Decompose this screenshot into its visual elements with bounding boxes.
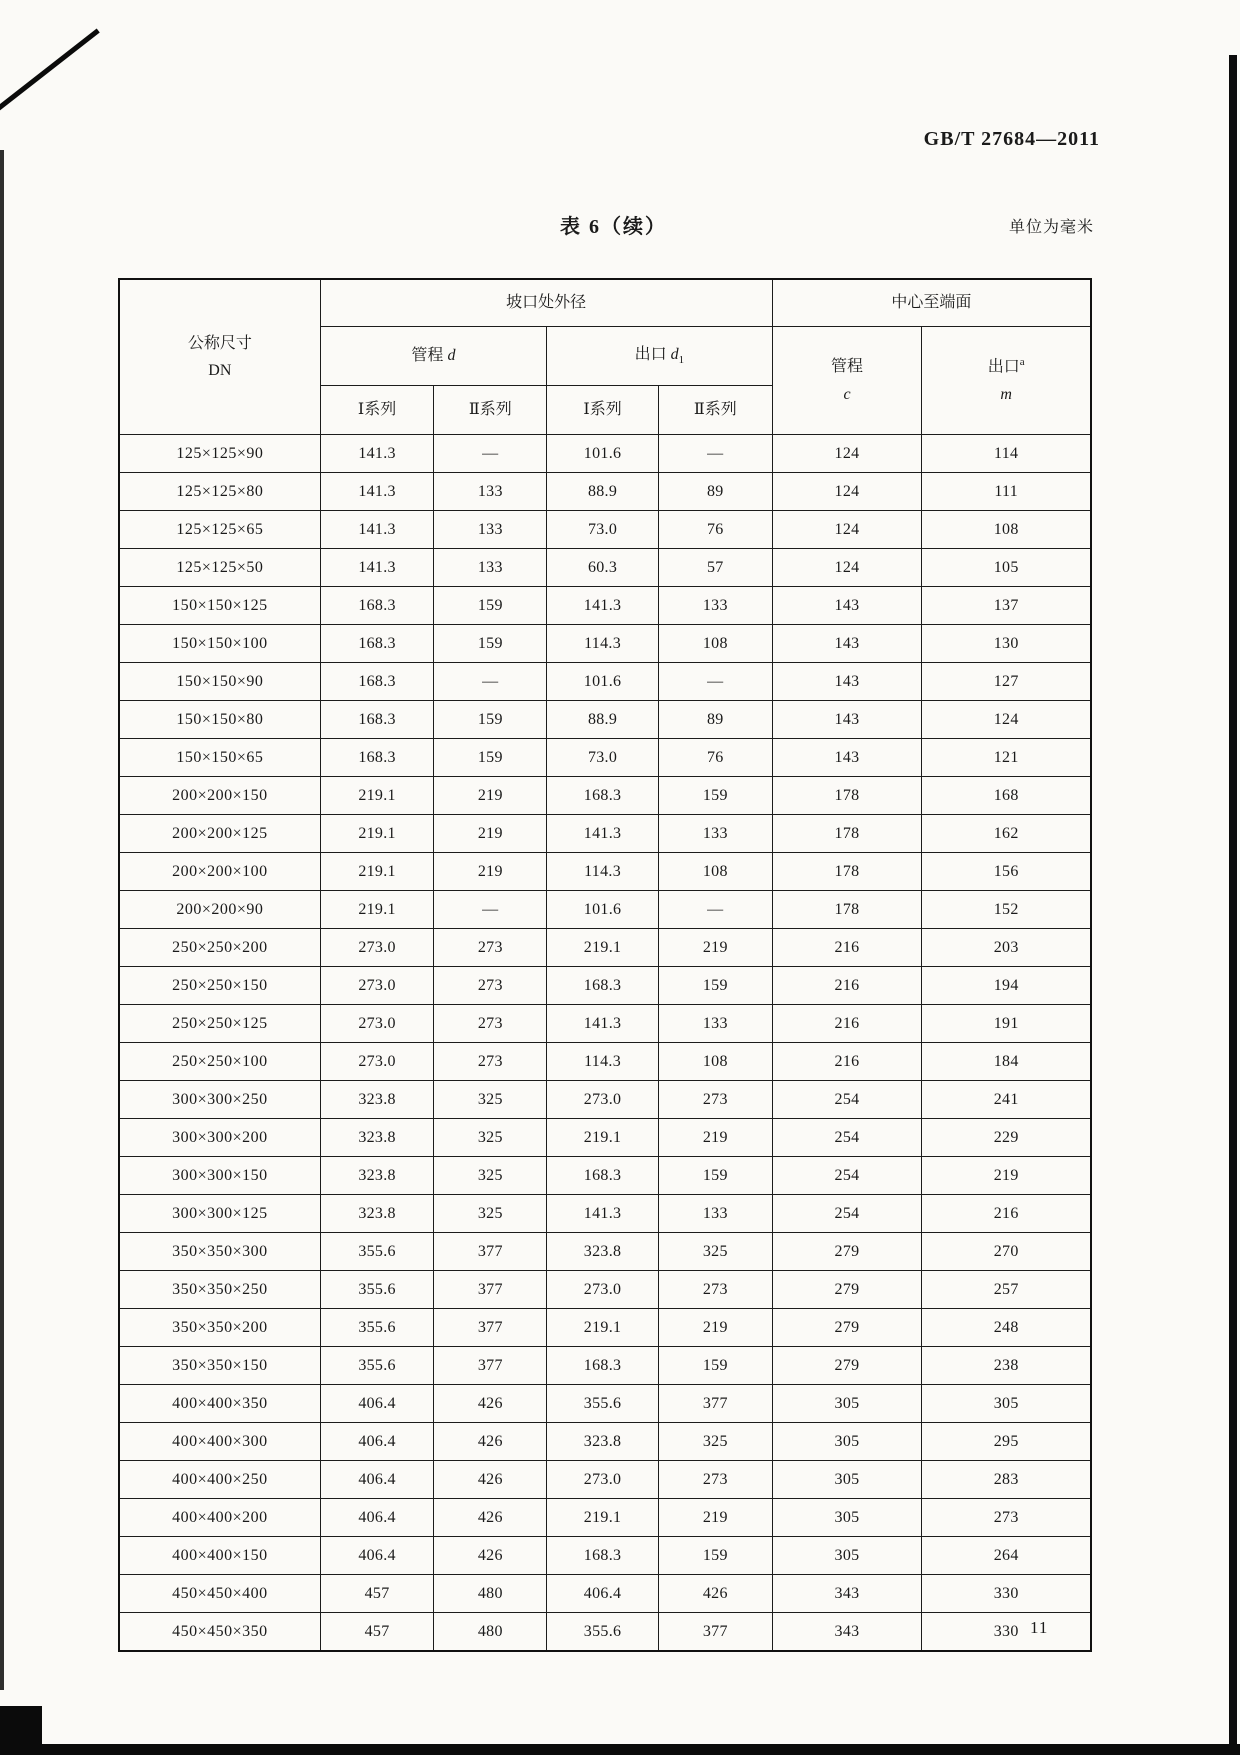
value-cell: 178 bbox=[772, 815, 922, 853]
value-cell: 159 bbox=[434, 739, 547, 777]
value-cell: 159 bbox=[658, 1347, 772, 1385]
value-cell: 105 bbox=[922, 549, 1091, 587]
value-cell: 219.1 bbox=[547, 1499, 659, 1537]
value-cell: 137 bbox=[922, 587, 1091, 625]
value-cell: 248 bbox=[922, 1309, 1091, 1347]
value-cell: 273 bbox=[658, 1461, 772, 1499]
dn-cell: 150×150×80 bbox=[119, 701, 320, 739]
table-row bbox=[119, 1537, 1091, 1575]
value-cell: 406.4 bbox=[320, 1499, 434, 1537]
table-row bbox=[119, 1499, 1091, 1537]
value-cell: 254 bbox=[772, 1119, 922, 1157]
table-row bbox=[119, 815, 1091, 853]
value-cell: 377 bbox=[434, 1347, 547, 1385]
value-cell: 305 bbox=[772, 1499, 922, 1537]
value-cell: 89 bbox=[658, 473, 772, 511]
dn-cell: 150×150×125 bbox=[119, 587, 320, 625]
value-cell: 219.1 bbox=[320, 891, 434, 929]
table-row bbox=[119, 587, 1091, 625]
dn-cell: 400×400×200 bbox=[119, 1499, 320, 1537]
value-cell: 76 bbox=[658, 739, 772, 777]
value-cell: 219.1 bbox=[547, 1119, 659, 1157]
value-cell: 330 bbox=[922, 1575, 1091, 1613]
value-cell: 273.0 bbox=[547, 1461, 659, 1499]
value-cell: 108 bbox=[922, 511, 1091, 549]
table-row bbox=[119, 1233, 1091, 1271]
value-cell: 273.0 bbox=[320, 967, 434, 1005]
dn-cell: 150×150×90 bbox=[119, 663, 320, 701]
table-row bbox=[119, 549, 1091, 587]
dn-cell: 125×125×80 bbox=[119, 473, 320, 511]
value-cell: 114 bbox=[922, 435, 1091, 473]
value-cell: 133 bbox=[434, 511, 547, 549]
dn-cell: 125×125×65 bbox=[119, 511, 320, 549]
value-cell: 143 bbox=[772, 739, 922, 777]
header-outlet-d1: 出口 $d_1$ bbox=[547, 327, 772, 386]
value-cell: 241 bbox=[922, 1081, 1091, 1119]
dn-cell: 300×300×200 bbox=[119, 1119, 320, 1157]
value-cell: 133 bbox=[434, 473, 547, 511]
dn-cell: 300×300×250 bbox=[119, 1081, 320, 1119]
table-row bbox=[119, 625, 1091, 663]
value-cell: 133 bbox=[658, 815, 772, 853]
table-row bbox=[119, 967, 1091, 1005]
value-cell: 273 bbox=[434, 1043, 547, 1081]
scan-artifact-left-edge bbox=[0, 150, 4, 1690]
value-cell: 219 bbox=[658, 1499, 772, 1537]
value-cell: 273.0 bbox=[547, 1271, 659, 1309]
value-cell: 219.1 bbox=[320, 853, 434, 891]
value-cell: 325 bbox=[434, 1195, 547, 1233]
value-cell: 73.0 bbox=[547, 511, 659, 549]
value-cell: 457 bbox=[320, 1575, 434, 1613]
table-row bbox=[119, 1461, 1091, 1499]
value-cell: 406.4 bbox=[320, 1423, 434, 1461]
value-cell: 88.9 bbox=[547, 473, 659, 511]
value-cell: 159 bbox=[658, 1537, 772, 1575]
value-cell: — bbox=[658, 435, 772, 473]
header-run-c: 管程 c bbox=[772, 327, 922, 435]
value-cell: 159 bbox=[658, 777, 772, 815]
dn-cell: 250×250×125 bbox=[119, 1005, 320, 1043]
dn-cell: 125×125×90 bbox=[119, 435, 320, 473]
value-cell: 159 bbox=[434, 587, 547, 625]
value-cell: 343 bbox=[772, 1613, 922, 1652]
value-cell: 426 bbox=[434, 1461, 547, 1499]
value-cell: 133 bbox=[434, 549, 547, 587]
value-cell: 323.8 bbox=[547, 1233, 659, 1271]
value-cell: 178 bbox=[772, 777, 922, 815]
value-cell: 101.6 bbox=[547, 891, 659, 929]
table-header bbox=[119, 279, 1091, 435]
value-cell: 159 bbox=[434, 625, 547, 663]
value-cell: — bbox=[658, 891, 772, 929]
value-cell: 323.8 bbox=[320, 1081, 434, 1119]
value-cell: 325 bbox=[434, 1081, 547, 1119]
dn-cell: 250×250×200 bbox=[119, 929, 320, 967]
value-cell: 426 bbox=[434, 1537, 547, 1575]
header-series-2-outlet: Ⅱ系列 bbox=[658, 386, 772, 435]
value-cell: 168.3 bbox=[547, 777, 659, 815]
dn-cell: 200×200×150 bbox=[119, 777, 320, 815]
table-row bbox=[119, 1195, 1091, 1233]
value-cell: 377 bbox=[434, 1309, 547, 1347]
header-run-d: 管程 d bbox=[320, 327, 546, 386]
value-cell: 168.3 bbox=[320, 587, 434, 625]
value-cell: 114.3 bbox=[547, 853, 659, 891]
value-cell: 355.6 bbox=[320, 1309, 434, 1347]
value-cell: 203 bbox=[922, 929, 1091, 967]
value-cell: 168.3 bbox=[320, 701, 434, 739]
dn-cell: 300×300×125 bbox=[119, 1195, 320, 1233]
value-cell: 124 bbox=[772, 435, 922, 473]
value-cell: 216 bbox=[772, 1005, 922, 1043]
value-cell: 273.0 bbox=[547, 1081, 659, 1119]
dn-cell: 450×450×350 bbox=[119, 1613, 320, 1652]
value-cell: 121 bbox=[922, 739, 1091, 777]
header-series-1-run: Ⅰ系列 bbox=[320, 386, 434, 435]
value-cell: 108 bbox=[658, 1043, 772, 1081]
value-cell: 305 bbox=[922, 1385, 1091, 1423]
value-cell: 89 bbox=[658, 701, 772, 739]
value-cell: 279 bbox=[772, 1309, 922, 1347]
value-cell: — bbox=[434, 435, 547, 473]
scan-artifact-top-left-streak bbox=[0, 29, 100, 113]
value-cell: 178 bbox=[772, 891, 922, 929]
value-cell: 273 bbox=[434, 1005, 547, 1043]
table-row bbox=[119, 777, 1091, 815]
value-cell: 143 bbox=[772, 625, 922, 663]
value-cell: 216 bbox=[772, 929, 922, 967]
value-cell: 325 bbox=[658, 1423, 772, 1461]
value-cell: 168.3 bbox=[547, 1347, 659, 1385]
value-cell: 305 bbox=[772, 1385, 922, 1423]
value-cell: 480 bbox=[434, 1575, 547, 1613]
dn-cell: 400×400×350 bbox=[119, 1385, 320, 1423]
dn-cell: 150×150×100 bbox=[119, 625, 320, 663]
value-cell: 178 bbox=[772, 853, 922, 891]
value-cell: 457 bbox=[320, 1613, 434, 1652]
value-cell: 273 bbox=[658, 1271, 772, 1309]
value-cell: 273 bbox=[922, 1499, 1091, 1537]
value-cell: 124 bbox=[772, 473, 922, 511]
value-cell: 162 bbox=[922, 815, 1091, 853]
value-cell: 406.4 bbox=[547, 1575, 659, 1613]
dn-cell: 400×400×150 bbox=[119, 1537, 320, 1575]
table-row bbox=[119, 891, 1091, 929]
scan-artifact-bottom-edge bbox=[0, 1744, 1240, 1755]
value-cell: 141.3 bbox=[547, 587, 659, 625]
value-cell: 219 bbox=[658, 929, 772, 967]
table-row bbox=[119, 1575, 1091, 1613]
value-cell: 111 bbox=[922, 473, 1091, 511]
value-cell: 355.6 bbox=[547, 1385, 659, 1423]
value-cell: 325 bbox=[434, 1119, 547, 1157]
table-row bbox=[119, 1309, 1091, 1347]
value-cell: 141.3 bbox=[547, 1195, 659, 1233]
table-title: 表 6（续） bbox=[560, 216, 667, 238]
value-cell: 325 bbox=[434, 1157, 547, 1195]
value-cell: 377 bbox=[658, 1613, 772, 1652]
header-series-1-outlet: Ⅰ系列 bbox=[547, 386, 659, 435]
value-cell: 219.1 bbox=[320, 815, 434, 853]
value-cell: 168.3 bbox=[547, 1537, 659, 1575]
value-cell: 76 bbox=[658, 511, 772, 549]
value-cell: 143 bbox=[772, 587, 922, 625]
header-nominal-size-symbol: DN bbox=[208, 362, 232, 379]
value-cell: 238 bbox=[922, 1347, 1091, 1385]
value-cell: 480 bbox=[434, 1613, 547, 1652]
value-cell: 323.8 bbox=[547, 1423, 659, 1461]
value-cell: 426 bbox=[434, 1499, 547, 1537]
value-cell: 305 bbox=[772, 1423, 922, 1461]
table-row bbox=[119, 1119, 1091, 1157]
dn-cell: 350×350×250 bbox=[119, 1271, 320, 1309]
standard-number: GB/T 27684—2011 bbox=[923, 128, 1100, 150]
value-cell: 130 bbox=[922, 625, 1091, 663]
value-cell: 273.0 bbox=[320, 1043, 434, 1081]
value-cell: 219 bbox=[434, 777, 547, 815]
table-row bbox=[119, 473, 1091, 511]
value-cell: 406.4 bbox=[320, 1461, 434, 1499]
dn-cell: 300×300×150 bbox=[119, 1157, 320, 1195]
value-cell: 279 bbox=[772, 1271, 922, 1309]
value-cell: 279 bbox=[772, 1233, 922, 1271]
value-cell: 133 bbox=[658, 1005, 772, 1043]
value-cell: 377 bbox=[658, 1385, 772, 1423]
scan-artifact-right-edge bbox=[1229, 55, 1237, 1755]
value-cell: 330 bbox=[922, 1613, 1091, 1652]
value-cell: 133 bbox=[658, 587, 772, 625]
unit-note: 单位为毫米 bbox=[1008, 219, 1094, 236]
value-cell: 406.4 bbox=[320, 1385, 434, 1423]
value-cell: — bbox=[434, 891, 547, 929]
header-series-2-run: Ⅱ系列 bbox=[434, 386, 547, 435]
value-cell: 124 bbox=[922, 701, 1091, 739]
header-bevel-od-group: 坡口处外径 bbox=[320, 279, 772, 327]
dn-cell: 400×400×300 bbox=[119, 1423, 320, 1461]
table-row bbox=[119, 853, 1091, 891]
value-cell: 168.3 bbox=[320, 739, 434, 777]
value-cell: 355.6 bbox=[547, 1613, 659, 1652]
value-cell: 168.3 bbox=[547, 967, 659, 1005]
page-number: 11 bbox=[1030, 1618, 1049, 1637]
value-cell: 141.3 bbox=[320, 435, 434, 473]
value-cell: 426 bbox=[434, 1423, 547, 1461]
value-cell: 426 bbox=[658, 1575, 772, 1613]
table-row bbox=[119, 1081, 1091, 1119]
dn-cell: 450×450×400 bbox=[119, 1575, 320, 1613]
value-cell: 127 bbox=[922, 663, 1091, 701]
value-cell: 143 bbox=[772, 701, 922, 739]
value-cell: 168.3 bbox=[547, 1157, 659, 1195]
value-cell: 152 bbox=[922, 891, 1091, 929]
value-cell: 229 bbox=[922, 1119, 1091, 1157]
value-cell: 219 bbox=[658, 1309, 772, 1347]
table-row bbox=[119, 1613, 1091, 1652]
dn-cell: 350×350×300 bbox=[119, 1233, 320, 1271]
value-cell: 270 bbox=[922, 1233, 1091, 1271]
value-cell: 216 bbox=[772, 1043, 922, 1081]
table-row bbox=[119, 511, 1091, 549]
dn-cell: 150×150×65 bbox=[119, 739, 320, 777]
value-cell: 279 bbox=[772, 1347, 922, 1385]
value-cell: 273 bbox=[434, 967, 547, 1005]
value-cell: 377 bbox=[434, 1271, 547, 1309]
value-cell: 264 bbox=[922, 1537, 1091, 1575]
value-cell: 168.3 bbox=[320, 663, 434, 701]
value-cell: 323.8 bbox=[320, 1157, 434, 1195]
value-cell: 377 bbox=[434, 1233, 547, 1271]
dimension-table bbox=[118, 278, 1092, 1652]
value-cell: 101.6 bbox=[547, 435, 659, 473]
table-row bbox=[119, 663, 1091, 701]
table-row bbox=[119, 1347, 1091, 1385]
table-row bbox=[119, 1043, 1091, 1081]
header-nominal-size-label: 公称尺寸 bbox=[187, 334, 252, 352]
value-cell: 101.6 bbox=[547, 663, 659, 701]
value-cell: 273.0 bbox=[320, 1005, 434, 1043]
value-cell: 73.0 bbox=[547, 739, 659, 777]
scan-artifact-bottom-left-corner bbox=[0, 1706, 42, 1755]
value-cell: 219.1 bbox=[547, 929, 659, 967]
dn-cell: 400×400×250 bbox=[119, 1461, 320, 1499]
header-center-to-face-group: 中心至端面 bbox=[772, 279, 1091, 327]
value-cell: 219 bbox=[434, 815, 547, 853]
dn-cell: 200×200×125 bbox=[119, 815, 320, 853]
value-cell: 305 bbox=[772, 1461, 922, 1499]
value-cell: 141.3 bbox=[320, 549, 434, 587]
table-row bbox=[119, 435, 1091, 473]
value-cell: 219 bbox=[922, 1157, 1091, 1195]
value-cell: 325 bbox=[658, 1233, 772, 1271]
value-cell: 323.8 bbox=[320, 1119, 434, 1157]
value-cell: 254 bbox=[772, 1157, 922, 1195]
value-cell: 219 bbox=[434, 853, 547, 891]
value-cell: 133 bbox=[658, 1195, 772, 1233]
value-cell: 216 bbox=[772, 967, 922, 1005]
value-cell: 156 bbox=[922, 853, 1091, 891]
value-cell: 159 bbox=[658, 967, 772, 1005]
table-row bbox=[119, 1271, 1091, 1309]
dn-cell: 350×350×200 bbox=[119, 1309, 320, 1347]
value-cell: 168.3 bbox=[320, 625, 434, 663]
value-cell: 184 bbox=[922, 1043, 1091, 1081]
value-cell: 60.3 bbox=[547, 549, 659, 587]
value-cell: 159 bbox=[434, 701, 547, 739]
value-cell: 219.1 bbox=[320, 777, 434, 815]
dn-cell: 350×350×150 bbox=[119, 1347, 320, 1385]
value-cell: 254 bbox=[772, 1195, 922, 1233]
value-cell: 57 bbox=[658, 549, 772, 587]
table-row bbox=[119, 929, 1091, 967]
dn-cell: 200×200×100 bbox=[119, 853, 320, 891]
value-cell: 216 bbox=[922, 1195, 1091, 1233]
dn-cell: 250×250×100 bbox=[119, 1043, 320, 1081]
value-cell: 355.6 bbox=[320, 1271, 434, 1309]
value-cell: 108 bbox=[658, 853, 772, 891]
value-cell: 108 bbox=[658, 625, 772, 663]
value-cell: 124 bbox=[772, 511, 922, 549]
table-row bbox=[119, 739, 1091, 777]
header-row-groups bbox=[119, 279, 1091, 327]
value-cell: 283 bbox=[922, 1461, 1091, 1499]
value-cell: 273 bbox=[434, 929, 547, 967]
value-cell: 273 bbox=[658, 1081, 772, 1119]
value-cell: 323.8 bbox=[320, 1195, 434, 1233]
table-row bbox=[119, 1005, 1091, 1043]
table-row bbox=[119, 1385, 1091, 1423]
value-cell: 406.4 bbox=[320, 1537, 434, 1575]
value-cell: 273.0 bbox=[320, 929, 434, 967]
value-cell: 343 bbox=[772, 1575, 922, 1613]
value-cell: 219 bbox=[658, 1119, 772, 1157]
table-row bbox=[119, 1157, 1091, 1195]
value-cell: 124 bbox=[772, 549, 922, 587]
value-cell: 141.3 bbox=[320, 473, 434, 511]
value-cell: — bbox=[658, 663, 772, 701]
value-cell: 254 bbox=[772, 1081, 922, 1119]
header-outlet-m: 出口$^a$ m bbox=[922, 327, 1091, 435]
value-cell: 426 bbox=[434, 1385, 547, 1423]
table-row bbox=[119, 1423, 1091, 1461]
value-cell: 355.6 bbox=[320, 1233, 434, 1271]
value-cell: 88.9 bbox=[547, 701, 659, 739]
table-row bbox=[119, 701, 1091, 739]
value-cell: 141.3 bbox=[547, 1005, 659, 1043]
value-cell: 194 bbox=[922, 967, 1091, 1005]
value-cell: 159 bbox=[658, 1157, 772, 1195]
value-cell: 219.1 bbox=[547, 1309, 659, 1347]
value-cell: 141.3 bbox=[320, 511, 434, 549]
header-nominal-size bbox=[119, 279, 320, 435]
value-cell: 355.6 bbox=[320, 1347, 434, 1385]
dn-cell: 250×250×150 bbox=[119, 967, 320, 1005]
value-cell: 295 bbox=[922, 1423, 1091, 1461]
value-cell: 114.3 bbox=[547, 625, 659, 663]
value-cell: 114.3 bbox=[547, 1043, 659, 1081]
value-cell: — bbox=[434, 663, 547, 701]
dn-cell: 125×125×50 bbox=[119, 549, 320, 587]
value-cell: 168 bbox=[922, 777, 1091, 815]
value-cell: 257 bbox=[922, 1271, 1091, 1309]
value-cell: 305 bbox=[772, 1537, 922, 1575]
table-body bbox=[119, 435, 1091, 1652]
value-cell: 141.3 bbox=[547, 815, 659, 853]
value-cell: 143 bbox=[772, 663, 922, 701]
dn-cell: 200×200×90 bbox=[119, 891, 320, 929]
value-cell: 191 bbox=[922, 1005, 1091, 1043]
